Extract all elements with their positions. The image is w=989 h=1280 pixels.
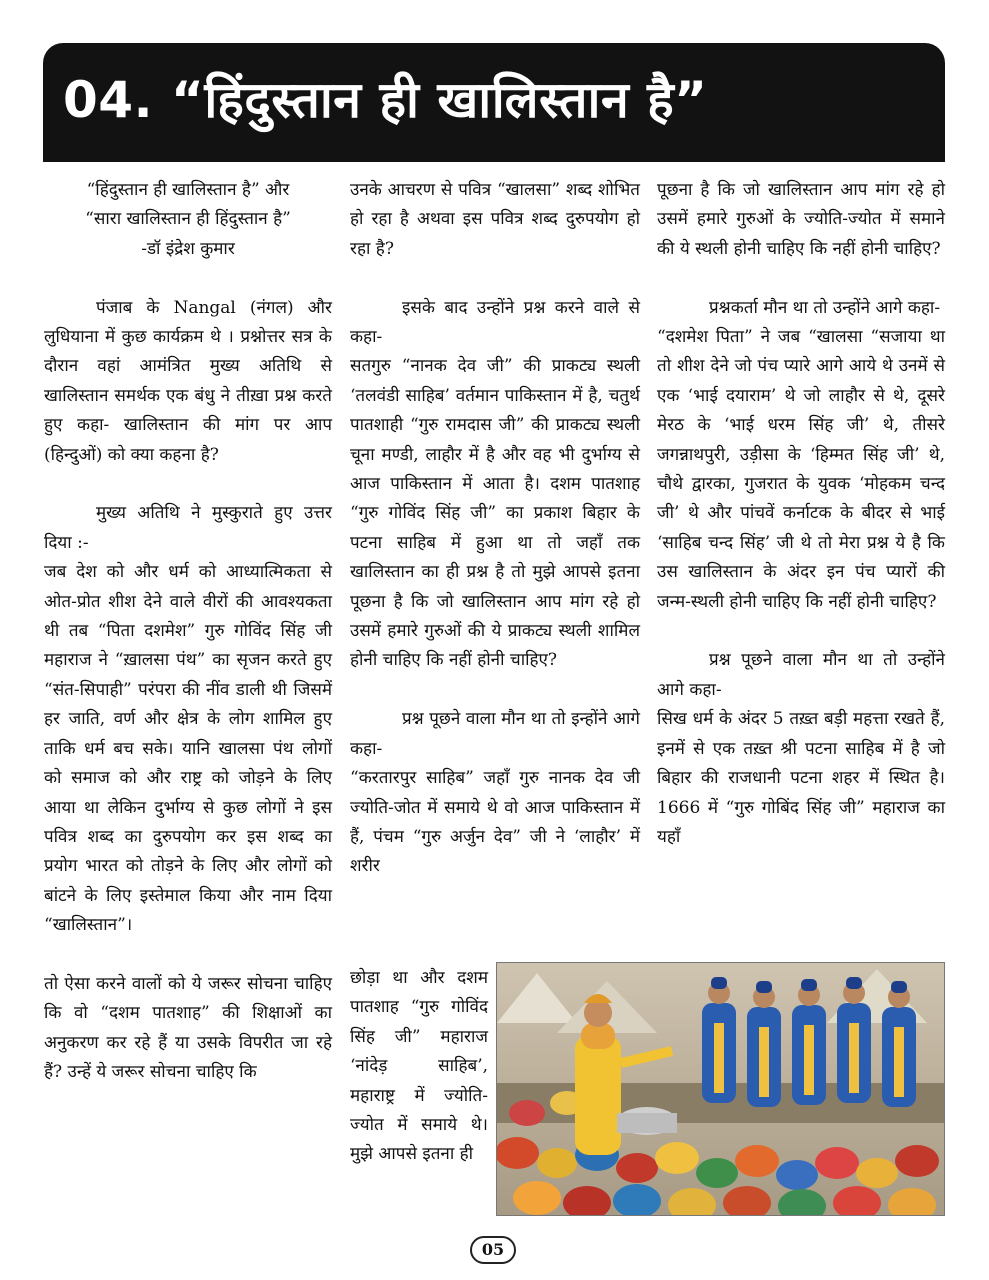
paragraph: “करतारपुर साहिब” जहाँ गुरु नानक देव जी ज्योति-जोत में समाये थे वो आज पाकिस्तान में हैं, पंचम “गुरु अर्जुन देव” जी ने ‘लाहौर’ में शरीर — [350, 768, 640, 877]
title-banner — [43, 43, 945, 162]
quote-author: -डॉ इंद्रेश कुमार — [141, 238, 235, 259]
paragraph: सतगुरु “नानक देव जी” की प्राकट्य स्थली ‘तलवंडी साहिब’ वर्तमान पाकिस्तान में है, चतुर्थ पातशाही “गुरु रामदास जी” की प्राकट्य स्थली चूना मण्डी, लाहौर में है और वह भी दुर्भाग्य से आज पाकिस्तान में आता है। दशम पातशाह “गुरु गोविंद सिंह जी” का प्रकाश बिहार के पटना साहिब में हुआ था तो जहाँ तक खालिस्तान का ही प्रश्न है तो मुझे आपसे इतना पूछना है कि जो खालिस्तान आप मांग रहे हो उसमें हमारे गुरुओं की ये प्राकट्य स्थली शामिल होनी चाहिए कि नहीं होनी चाहिए? — [350, 356, 640, 671]
paragraph: प्रश्न पूछने वाला मौन था तो इन्होंने आगे कहा- — [350, 709, 640, 759]
paragraph: मुख्य अतिथि ने मुस्कुराते हुए उत्तर दिया :- — [44, 503, 332, 553]
paragraph: सिख धर्म के अंदर 5 तख़्त बड़ी महत्ता रखते हैं, इनमें से एक तख़्त श्री पटना साहिब में है जो बिहार की राजधानी पटना शहर में स्थित है। 1666 में “गुरु गोबिंद सिंह जी” महाराज का यहाँ — [657, 709, 945, 847]
paragraph: जब देश को और धर्म को आध्यात्मिकता से ओत-प्रोत शीश देने वाले वीरों की आवश्यकता थी तब “पिता दशमेश” गुरु गोविंद सिंह जी महाराज ने “ख़ालसा पंथ” का सृजन करते हुए “संत-सिपाही” परंपरा की नींव डाली थी जिसमें हर जाति, वर्ण और क्षेत्र के लोग शामिल हुए ताकि धर्म बच सके। यानि खालसा पंथ लोगों को समाज को और राष्ट्र को जोड़ने के लिए आया था लेकिन दुर्भाग्य से कुछ लोगों ने इस पवित्र शब्द का दुरुपयोग कर इस शब्द का प्रयोग भारत को तोड़ने के लिए और लोगों को बांटने के लिए इस्तेमाल किया और नाम दिया “खालिस्तान”। — [44, 562, 332, 936]
opening-quote — [44, 176, 332, 264]
text-column-2-wrap — [350, 964, 488, 1170]
paragraph: उनके आचरण से पवित्र “खालसा” शब्द शोभित हो रहा है अथवा इस पवित्र शब्द दुरुपयोग हो रहा है? — [350, 180, 640, 259]
paragraph: पूछना है कि जो खालिस्तान आप मांग रहे हो उसमें हमारे गुरुओं के ज्योति-ज्योत में समाने की ये स्थली होनी चाहिए कि नहीं होनी चाहिए? — [657, 180, 945, 259]
quote-line-1: “हिंदुस्तान ही खालिस्तान है” और — [86, 180, 290, 200]
paragraph: “दशमेश पिता” ने जब “खालसा “सजाया था तो शीश देने जो पंच प्यारे आगे आये थे उनमें से एक ‘भाई दयाराम’ थे जो लाहौर से थे, दूसरे मेरठ के ‘भाई धरम सिंह जी’ थे, तीसरे जगन्नाथपुरी, उड़ीसा के ‘हिम्मत सिंह जी’ थे, चौथे द्वारका, गुजरात के युवक ‘मोहकम चन्द जी’ थे और पांचवें कर्नाटक के बीदर से भाई ‘साहिब चन्द सिंह’ जी थे तो मेरा प्रश्न ये है कि उस खालिस्तान के अंदर इन पंच प्यारों की जन्म-स्थली होनी चाहिए कि नहीं होनी चाहिए? — [657, 327, 945, 612]
quote-line-2: “सारा खालिस्तान ही हिंदुस्तान है” — [85, 209, 291, 230]
page-number: 05 — [470, 1236, 516, 1264]
paragraph: तो ऐसा करने वालों को ये जरूर सोचना चाहिए कि वो “दशम पातशाह” की शिक्षाओं का अनुकरण कर रहे हैं या उसके विपरीत जा रहे हैं? उन्हें ये जरूर सोचना चाहिए कि — [44, 973, 332, 1083]
paragraph: छोड़ा था और दशम पातशाह “गुरु गोविंद सिंह जी” महाराज ‘नांदेड़ साहिब’, महाराष्ट्र में ज्योति-ज्योत में समाये थे। मुझे आपसे इतना ही — [350, 968, 488, 1165]
text-column-1 — [44, 176, 332, 1088]
paragraph: प्रश्न पूछने वाला मौन था तो उन्होंने आगे कहा- — [657, 650, 945, 700]
paragraph: पंजाब के Nangal (नंगल) और लुधियाना में कुछ कार्यक्रम थे । प्रश्नोत्तर सत्र के दौरान वहां आमंत्रित मुख्य अतिथि से खालिस्तान समर्थक एक बंधु ने तीख़ा प्रश्न करते हुए कहा- खालिस्तान की मांग पर आप (हिन्दुओं) को क्या कहना है? — [44, 297, 332, 465]
text-column-2 — [350, 176, 640, 882]
paragraph: प्रश्नकर्ता मौन था तो उन्होंने आगे कहा- — [709, 297, 941, 318]
illustration-painting — [496, 962, 945, 1216]
paragraph: इसके बाद उन्होंने प्रश्न करने वाले से कहा- — [350, 297, 640, 348]
page-title: 04. “हिंदुस्तान ही खालिस्तान है” — [63, 71, 708, 129]
text-column-3 — [657, 176, 945, 852]
